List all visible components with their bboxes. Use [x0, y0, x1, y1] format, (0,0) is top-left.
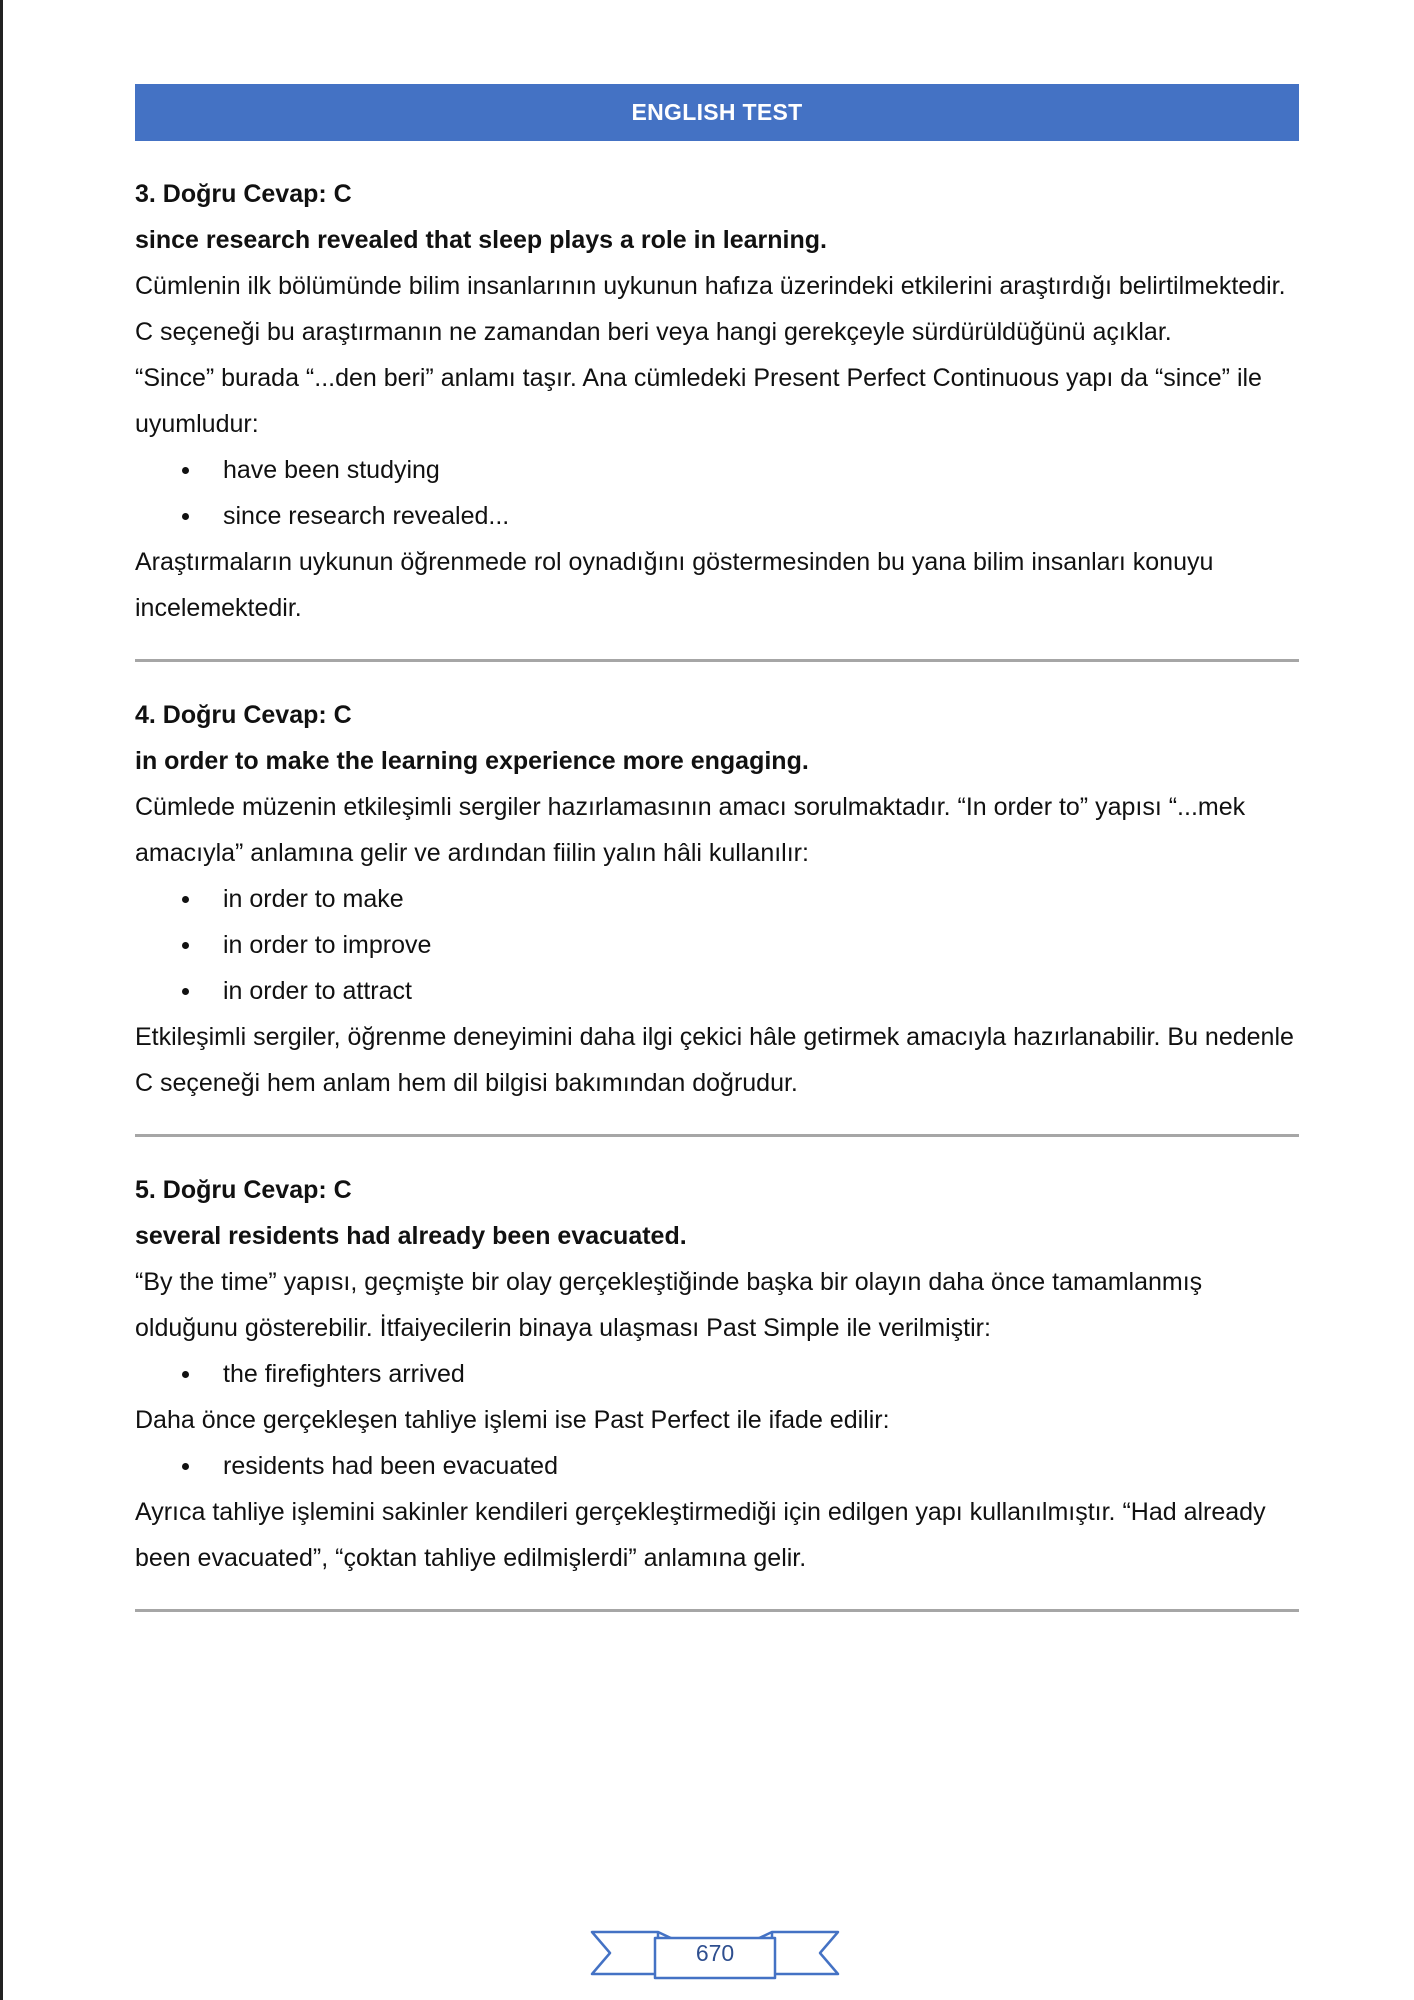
bullet-item: residents had been evacuated	[135, 1443, 1299, 1489]
page-footer	[590, 1922, 840, 1984]
explanation-paragraph: Araştırmaların uykunun öğrenmede rol oynadığını göstermesinden bu yana bilim insanları konuyu incelemektedir.	[135, 548, 1214, 622]
bullet-list	[135, 1443, 1299, 1489]
bullet-list	[135, 876, 1299, 1014]
bullet-item: since research revealed...	[135, 493, 1299, 539]
bullet-list	[135, 447, 1299, 539]
correct-answer-text: several residents had already been evacuated.	[135, 1222, 687, 1250]
answer-section-4	[135, 662, 1299, 1137]
answer-section-5	[135, 1137, 1299, 1612]
bullet-item: in order to improve	[135, 922, 1299, 968]
document-page	[135, 84, 1299, 1612]
section-divider	[135, 1609, 1299, 1612]
bullet-item: the firefighters arrived	[135, 1351, 1299, 1397]
correct-answer-text: since research revealed that sleep plays a role in learning.	[135, 226, 827, 254]
answer-section-3	[135, 141, 1299, 662]
section-title: 5. Doğru Cevap: C	[135, 1176, 352, 1204]
bullet-list	[135, 1351, 1299, 1397]
bullet-item: in order to attract	[135, 968, 1299, 1014]
left-margin-rule	[0, 0, 3, 2000]
section-title: 3. Doğru Cevap: C	[135, 180, 352, 208]
bullet-item: in order to make	[135, 876, 1299, 922]
page-number: 670	[695, 1940, 735, 1966]
correct-answer-text: in order to make the learning experience more engaging.	[135, 747, 809, 775]
header-banner	[135, 84, 1299, 141]
section-title: 4. Doğru Cevap: C	[135, 701, 352, 729]
explanation-paragraph: Ayrıca tahliye işlemini sakinler kendileri gerçekleştirmediği için edilgen yapı kullanılmıştır. “Had already been evacuated”, “çoktan tahliye edilmişlerdi” anlamına gelir.	[135, 1498, 1266, 1572]
explanation-paragraph: Daha önce gerçekleşen tahliye işlemi ise Past Perfect ile ifade edilir:	[135, 1406, 890, 1434]
bullet-item: have been studying	[135, 447, 1299, 493]
explanation-paragraph: “Since” burada “...den beri” anlamı taşır. Ana cümledeki Present Perfect Continuous yapı da “since” ile uyumludur:	[135, 364, 1262, 438]
explanation-paragraph: Cümlenin ilk bölümünde bilim insanlarının uykunun hafıza üzerindeki etkilerini araştırdığı belirtilmektedir. C seçeneği bu araştırmanın ne zamandan beri veya hangi gerekçeyle sürdürüldüğünü açıklar.	[135, 272, 1286, 346]
explanation-paragraph: “By the time” yapısı, geçmişte bir olay gerçekleştiğinde başka bir olayın daha önce tamamlanmış olduğunu gösterebilir. İtfaiyecilerin binaya ulaşması Past Simple ile verilmiştir:	[135, 1268, 1203, 1342]
header-title: ENGLISH TEST	[631, 99, 803, 125]
explanation-paragraph: Cümlede müzenin etkileşimli sergiler hazırlamasının amacı sorulmaktadır. “In order to” yapısı “...mek amacıyla” anlamına gelir ve ardından fiilin yalın hâli kullanılır:	[135, 793, 1246, 867]
explanation-paragraph: Etkileşimli sergiler, öğrenme deneyimini daha ilgi çekici hâle getirmek amacıyla hazırlanabilir. Bu nedenle C seçeneği hem anlam hem dil bilgisi bakımından doğrudur.	[135, 1023, 1294, 1097]
